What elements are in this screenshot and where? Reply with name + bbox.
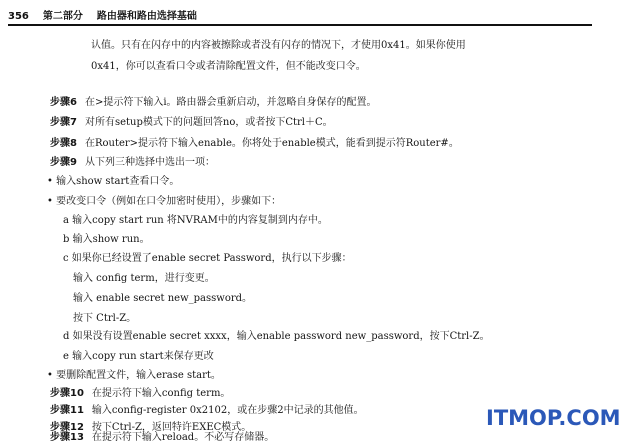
chapter-title: 路由器和路由选择基础 xyxy=(96,11,197,22)
step-text: 在>提示符下输入i。路由器会重新启动，并忽略自身保存的配置。 xyxy=(84,97,377,108)
step-text: 在提示符下输入reload。不必写存储器。 xyxy=(91,432,275,443)
step-8 xyxy=(50,137,459,151)
step-9 xyxy=(50,156,215,170)
step-11 xyxy=(50,404,364,418)
step-text: 输入config-register 0x2102，或在步骤2中记录的其他值。 xyxy=(91,405,364,416)
sub-step-detail: 输入 config term，进行变更。 xyxy=(73,273,215,284)
page-number: 356 xyxy=(8,11,29,22)
sub-step: a 输入copy start run 将NVRAM中的内容复制到内存中。 xyxy=(63,215,328,226)
sub-step-detail: 输入 enable secret new_password。 xyxy=(73,293,253,304)
step-label: 步骤8 xyxy=(50,138,77,149)
step-label: 步骤12 xyxy=(50,422,84,433)
step-label: 步骤10 xyxy=(50,388,84,399)
page-header xyxy=(8,7,592,23)
step-13 xyxy=(50,431,274,445)
step-label: 步骤6 xyxy=(50,97,77,108)
step-text: 按下Ctrl-Z，返回特许EXEC模式。 xyxy=(91,422,252,433)
step-text: 在Router>提示符下输入enable。你将处于enable模式，能看到提示符Router#。 xyxy=(84,138,459,149)
sub-step: c 如果你已经设置了enable secret Password，执行以下步骤： xyxy=(63,253,352,264)
step-label: 步骤9 xyxy=(50,157,77,168)
step-text: 从下列三种选择中选出一项： xyxy=(84,157,215,168)
paragraph-line: 0x41，你可以查看口令或者清除配置文件，但不能改变口令。 xyxy=(91,61,366,72)
sub-step: b 输入show run。 xyxy=(63,234,150,245)
bullet-item: • 要删除配置文件，输入erase start。 xyxy=(47,370,221,381)
paragraph-line: 认值。只有在闪存中的内容被擦除或者没有闪存的情况下，才使用0x41。如果你使用 xyxy=(91,40,466,51)
step-6 xyxy=(50,96,377,110)
step-10 xyxy=(50,387,230,401)
step-text: 对所有setup模式下的问题回答no，或者按下Ctrl＋C。 xyxy=(84,117,333,128)
sub-step: d 如果没有设置enable secret xxxx，输入enable password new_password，按下Ctrl-Z。 xyxy=(63,331,490,342)
header-rule xyxy=(8,24,592,26)
bullet-item: • 输入show start查看口令。 xyxy=(47,176,180,187)
site-watermark: ITMOP.COM xyxy=(486,406,621,430)
sub-step-detail: 按下 Ctrl-Z。 xyxy=(73,313,137,324)
step-label: 步骤13 xyxy=(50,432,84,443)
bullet-item: • 要改变口令（例如在口令加密时使用），步骤如下： xyxy=(47,196,282,207)
step-label: 步骤7 xyxy=(50,117,77,128)
part-label: 第二部分 xyxy=(42,11,83,22)
step-label: 步骤11 xyxy=(50,405,84,416)
sub-step: e 输入copy run start来保存更改 xyxy=(63,351,214,362)
step-7 xyxy=(50,116,333,130)
step-text: 在提示符下输入config term。 xyxy=(91,388,231,399)
